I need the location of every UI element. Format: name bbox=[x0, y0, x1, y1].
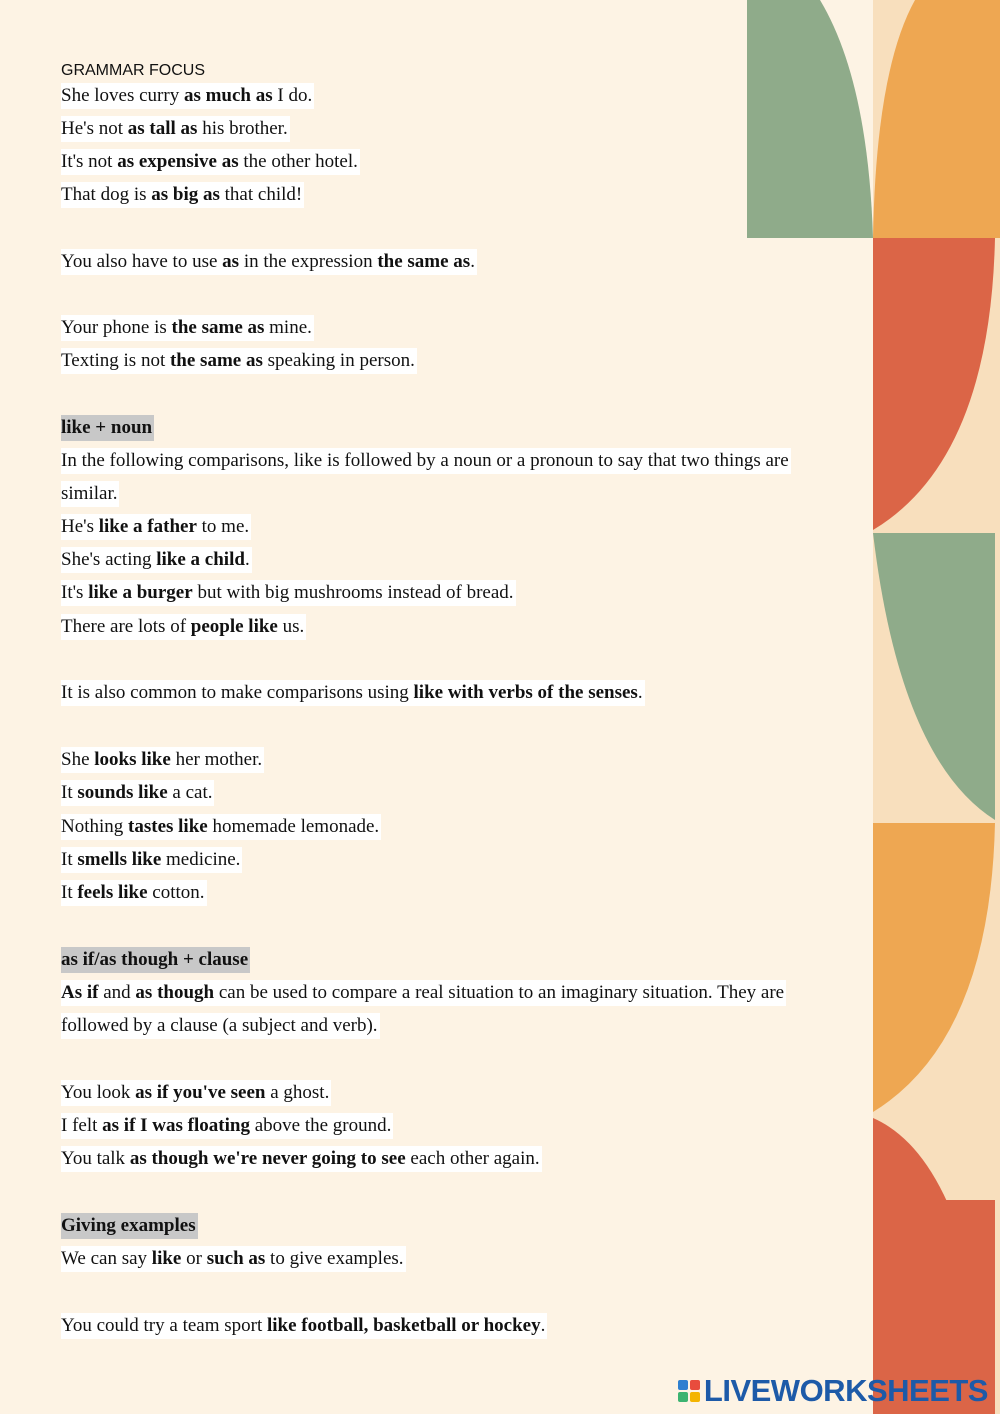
bold-phrase: as much as bbox=[183, 85, 273, 106]
brand-text: LIVEWORKSHEETS bbox=[703, 1373, 988, 1408]
text-run: . bbox=[470, 251, 475, 272]
text-run: Nothing bbox=[61, 816, 129, 837]
text-run: that child! bbox=[219, 184, 303, 205]
bold-phrase: as expensive as bbox=[117, 151, 239, 172]
text-line bbox=[61, 315, 314, 341]
text-run: I felt bbox=[61, 1115, 103, 1136]
text-run: followed by a clause (a subject and verb). bbox=[61, 1015, 378, 1036]
bold-phrase: As if bbox=[61, 982, 99, 1003]
bold-phrase: tastes like bbox=[128, 816, 208, 837]
text-run: medicine. bbox=[161, 849, 241, 870]
bold-phrase: people like bbox=[190, 616, 278, 637]
text-run: can be used to compare a real situation to an imaginary situation. They are bbox=[214, 982, 785, 1003]
text-line bbox=[61, 83, 314, 109]
text-line bbox=[61, 614, 306, 640]
text-run: It bbox=[61, 782, 78, 803]
text-line bbox=[61, 514, 251, 540]
text-run: but with big mushrooms instead of bread. bbox=[192, 582, 514, 603]
text-run: speaking in person. bbox=[262, 350, 415, 371]
text-line bbox=[61, 182, 304, 208]
text-run: You talk bbox=[61, 1148, 130, 1169]
text-run: or bbox=[181, 1248, 207, 1269]
text-run: her mother. bbox=[170, 749, 263, 770]
text-line bbox=[61, 1113, 393, 1139]
text-line bbox=[61, 580, 516, 606]
text-run: Texting is not bbox=[61, 350, 170, 371]
bold-phrase: as tall as bbox=[127, 118, 198, 139]
text-run: a ghost. bbox=[265, 1082, 330, 1103]
bold-phrase: feels like bbox=[77, 882, 148, 903]
bold-phrase: such as bbox=[206, 1248, 266, 1269]
text-run: It's bbox=[61, 582, 89, 603]
text-run: like + noun bbox=[61, 417, 153, 438]
section-heading bbox=[61, 415, 154, 441]
text-line bbox=[61, 780, 214, 806]
text-line bbox=[61, 1146, 542, 1172]
text-line bbox=[61, 747, 264, 773]
bold-phrase: as though bbox=[135, 982, 215, 1003]
text-run: It is also common to make comparisons using bbox=[61, 682, 414, 703]
bold-phrase: as if you've seen bbox=[135, 1082, 266, 1103]
text-run: the other hotel. bbox=[238, 151, 358, 172]
bold-phrase: like bbox=[151, 1248, 182, 1269]
text-run: homemade lemonade. bbox=[207, 816, 380, 837]
text-run: I do. bbox=[272, 85, 313, 106]
text-line bbox=[61, 116, 290, 142]
section-heading bbox=[61, 947, 250, 973]
text-line bbox=[61, 249, 477, 275]
text-run: as if/as though + clause bbox=[61, 949, 249, 970]
bold-phrase: like a father bbox=[98, 516, 197, 537]
bold-phrase: sounds like bbox=[77, 782, 168, 803]
bold-phrase: like football, basketball or hockey bbox=[267, 1315, 541, 1336]
text-run: to me. bbox=[196, 516, 250, 537]
text-run: us. bbox=[277, 616, 305, 637]
text-run: She's acting bbox=[61, 549, 157, 570]
bold-phrase: the same as bbox=[169, 350, 263, 371]
text-run: Your phone is bbox=[61, 317, 172, 338]
bold-phrase: the same as bbox=[377, 251, 471, 272]
text-line bbox=[61, 847, 242, 873]
bold-phrase: as if I was floating bbox=[102, 1115, 250, 1136]
text-run: above the ground. bbox=[249, 1115, 392, 1136]
text-run: In the following comparisons, like is followed by a noun or a pronoun to say that two things are bbox=[61, 450, 789, 471]
bold-phrase: as big as bbox=[151, 184, 220, 205]
text-run: a cat. bbox=[167, 782, 213, 803]
text-line bbox=[61, 481, 119, 507]
text-line bbox=[61, 880, 207, 906]
bold-phrase: as bbox=[222, 251, 240, 272]
text-line bbox=[61, 1246, 406, 1272]
text-line bbox=[61, 547, 252, 573]
text-run: You look bbox=[61, 1082, 136, 1103]
text-line bbox=[61, 980, 786, 1006]
text-run: There are lots of bbox=[61, 616, 191, 637]
text-run: similar. bbox=[61, 483, 118, 504]
text-run: You also have to use bbox=[61, 251, 223, 272]
text-run: We can say bbox=[61, 1248, 152, 1269]
text-run: It bbox=[61, 849, 78, 870]
text-run: Giving examples bbox=[61, 1215, 196, 1236]
text-run: She bbox=[61, 749, 95, 770]
text-run: and bbox=[98, 982, 136, 1003]
bold-phrase: smells like bbox=[77, 849, 162, 870]
text-line bbox=[61, 814, 381, 840]
bold-phrase: as though we're never going to see bbox=[129, 1148, 406, 1169]
text-run: . bbox=[637, 682, 643, 703]
text-run: It's not bbox=[61, 151, 118, 172]
text-line bbox=[61, 448, 791, 474]
text-run: He's bbox=[61, 516, 99, 537]
bold-phrase: looks like bbox=[94, 749, 171, 770]
text-run: mine. bbox=[264, 317, 312, 338]
text-run: . bbox=[244, 549, 250, 570]
text-line bbox=[61, 149, 360, 175]
bold-phrase: like with verbs of the senses bbox=[413, 682, 638, 703]
liveworksheets-logo bbox=[678, 1374, 988, 1408]
section-heading bbox=[61, 1213, 198, 1239]
page-header: GRAMMAR FOCUS bbox=[61, 62, 205, 79]
text-line bbox=[61, 1080, 331, 1106]
text-run: cotton. bbox=[147, 882, 205, 903]
text-line bbox=[61, 1013, 380, 1039]
text-run: You could try a team sport bbox=[61, 1315, 267, 1336]
text-run: He's not bbox=[61, 118, 128, 139]
bold-phrase: like a child bbox=[156, 549, 245, 570]
text-run: in the expression bbox=[239, 251, 378, 272]
text-run: each other again. bbox=[405, 1148, 540, 1169]
text-run: to give examples. bbox=[265, 1248, 404, 1269]
text-run: She loves curry bbox=[61, 85, 184, 106]
text-line bbox=[61, 680, 645, 706]
text-line bbox=[61, 348, 417, 374]
text-run: . bbox=[540, 1315, 546, 1336]
bold-phrase: the same as bbox=[171, 317, 265, 338]
liveworksheets-logo-icon bbox=[678, 1380, 700, 1402]
text-run: It bbox=[61, 882, 78, 903]
text-run: his brother. bbox=[197, 118, 288, 139]
text-line bbox=[61, 1313, 547, 1339]
bold-phrase: like a burger bbox=[88, 582, 193, 603]
text-run: That dog is bbox=[61, 184, 152, 205]
